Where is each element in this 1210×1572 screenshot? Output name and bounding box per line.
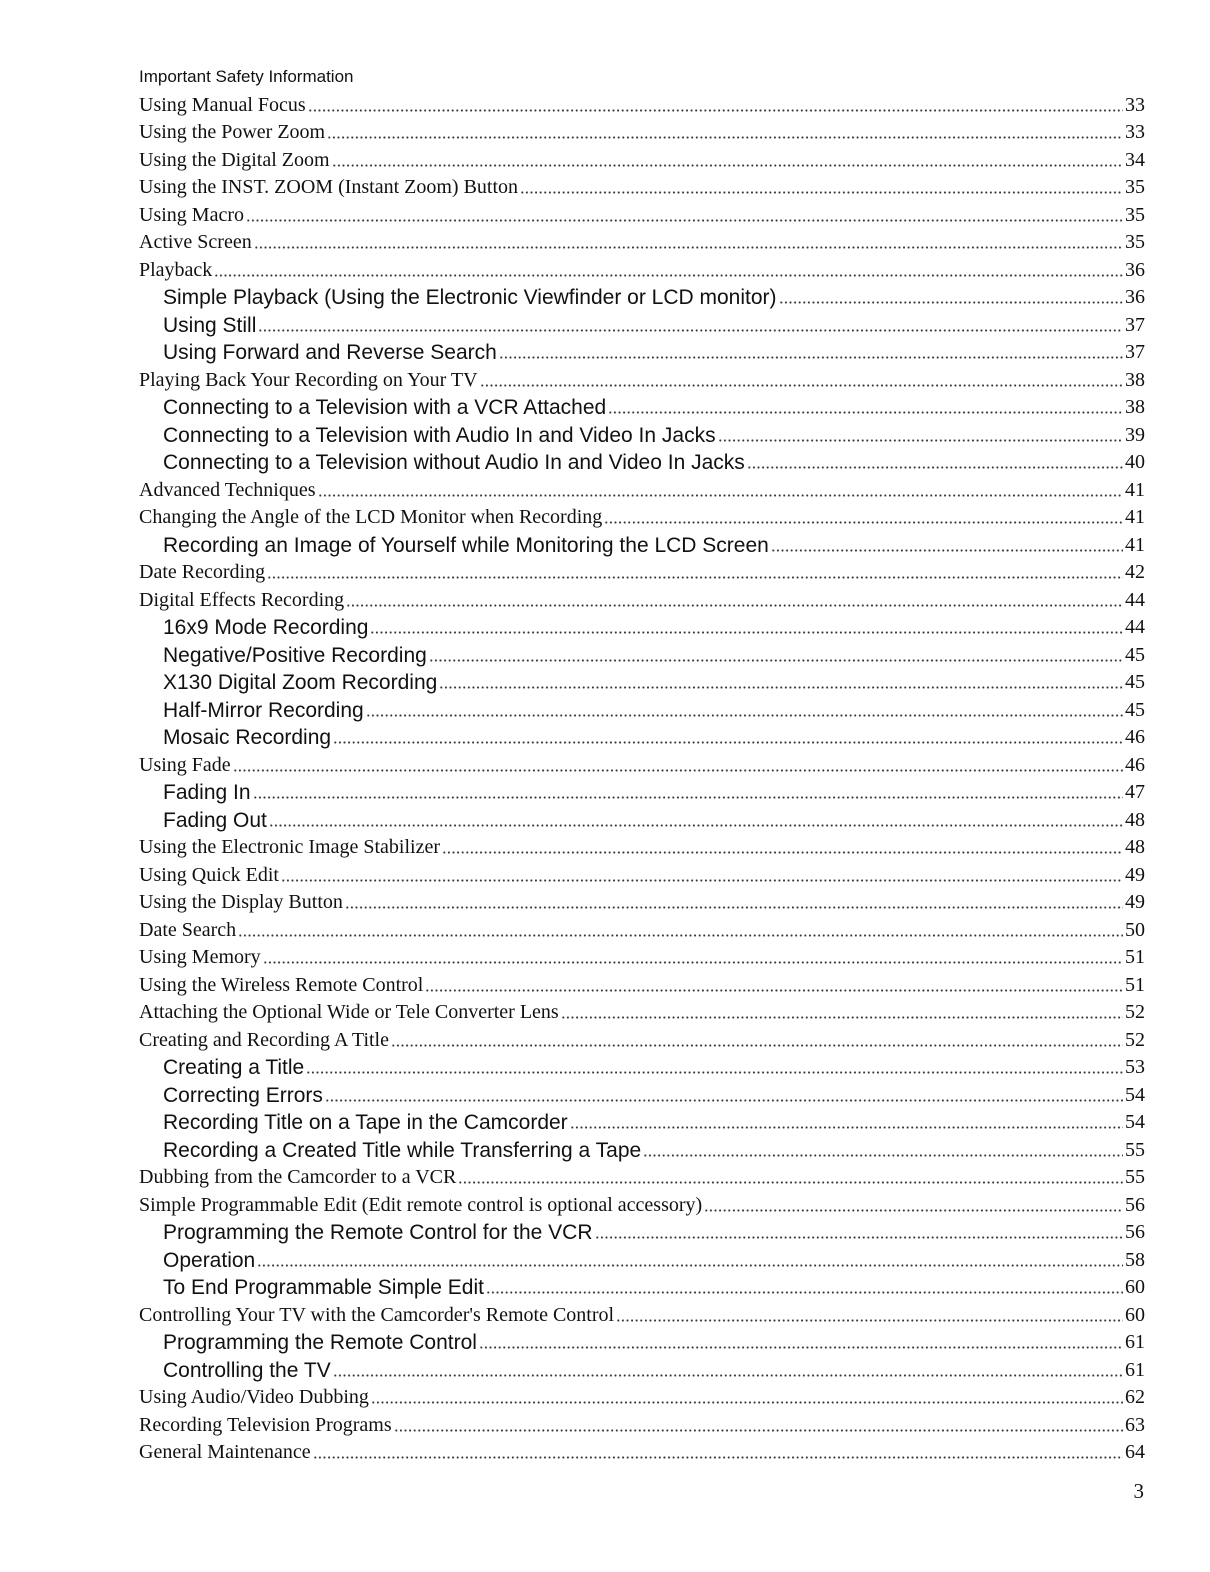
- dot-leader: [595, 1236, 1123, 1239]
- toc-entry-page: 41: [1125, 533, 1145, 556]
- dot-leader: [779, 301, 1123, 304]
- toc-subentry: [139, 722, 1145, 750]
- toc-entry-page: 54: [1125, 1111, 1145, 1133]
- toc-subentry: [139, 419, 1145, 447]
- toc-entry-title: Half-Mirror Recording: [163, 698, 364, 722]
- toc-entry-title: Fading Out: [163, 808, 267, 832]
- toc-subentry: [139, 667, 1145, 695]
- dot-leader: [238, 934, 1123, 937]
- toc-entry-title: Using Still: [163, 313, 257, 337]
- toc-entry-title: Mosaic Recording: [163, 726, 332, 749]
- dot-leader: [246, 219, 1123, 222]
- dot-leader: [233, 769, 1123, 772]
- toc-entry-title: Controlling Your TV with the Camcorder's Remote Control: [139, 1303, 615, 1326]
- toc-entry-title: Simple Playback (Using the Electronic Viewfinder or LCD monitor): [163, 286, 777, 309]
- toc-entry-title: Programming the Remote Control: [163, 1331, 477, 1354]
- toc-subentry: [139, 1107, 1145, 1135]
- toc-entry-page: 45: [1125, 698, 1145, 721]
- toc-entry: [139, 1299, 1145, 1327]
- dot-leader: [258, 329, 1123, 332]
- toc-entry-page: 64: [1125, 1441, 1145, 1463]
- toc-entry: [139, 832, 1145, 860]
- toc-entry-page: 51: [1125, 973, 1145, 996]
- dot-leader: [313, 1456, 1123, 1459]
- table-of-contents: [139, 89, 1145, 1464]
- dot-leader: [499, 356, 1123, 359]
- toc-entry: [139, 969, 1145, 997]
- toc-entry-title: Using Manual Focus: [139, 93, 306, 116]
- toc-entry-title: Using the Power Zoom: [139, 121, 326, 143]
- dot-leader: [325, 1099, 1123, 1102]
- toc-entry-title: Recording Title on a Tape in the Camcorder: [163, 1111, 568, 1134]
- dot-leader: [608, 411, 1123, 414]
- dot-leader: [704, 1209, 1123, 1212]
- dot-leader: [306, 1071, 1123, 1074]
- toc-entry-title: Attaching the Optional Wide or Tele Converter Lens: [139, 1001, 559, 1023]
- toc-entry: [139, 1382, 1145, 1410]
- toc-entry: [139, 1162, 1145, 1190]
- toc-entry-title: Using Memory: [139, 946, 261, 968]
- toc-subentry: [139, 1217, 1145, 1245]
- toc-entry: [139, 474, 1145, 502]
- toc-entry-title: Dubbing from the Camcorder to a VCR: [139, 1166, 457, 1188]
- toc-entry-page: 52: [1125, 1028, 1145, 1051]
- toc-entry-title: Creating and Recording A Title: [139, 1028, 389, 1051]
- toc-entry-title: Creating a Title: [163, 1056, 305, 1079]
- toc-entry-page: 36: [1125, 258, 1145, 281]
- toc-entry-page: 42: [1125, 561, 1145, 583]
- toc-entry: [139, 887, 1145, 915]
- toc-subentry: [139, 1244, 1145, 1272]
- toc-entry-page: 49: [1125, 891, 1145, 913]
- toc-entry-page: 41: [1125, 478, 1145, 501]
- dot-leader: [747, 466, 1123, 469]
- toc-entry-page: 63: [1125, 1413, 1145, 1436]
- dot-leader: [269, 824, 1123, 827]
- toc-entry-page: 62: [1125, 1386, 1145, 1408]
- toc-entry: [139, 859, 1145, 887]
- toc-entry-page: 51: [1125, 946, 1145, 968]
- dot-leader: [333, 1374, 1123, 1377]
- toc-entry-page: 55: [1125, 1166, 1145, 1188]
- dot-leader: [458, 1181, 1123, 1184]
- toc-subentry: [139, 309, 1145, 337]
- toc-entry-page: 46: [1125, 726, 1145, 748]
- toc-entry-page: 41: [1125, 506, 1145, 528]
- dot-leader: [263, 961, 1123, 964]
- toc-entry-title: X130 Digital Zoom Recording: [163, 671, 438, 694]
- toc-entry-title: Date Recording: [139, 561, 266, 583]
- toc-entry: [139, 89, 1145, 117]
- dot-leader: [366, 714, 1123, 717]
- toc-entry-title: Negative/Positive Recording: [163, 643, 427, 667]
- toc-entry-page: 56: [1125, 1193, 1145, 1216]
- toc-entry-title: Changing the Angle of the LCD Monitor when Recording: [139, 506, 603, 528]
- toc-subentry: [139, 337, 1145, 365]
- toc-subentry: [139, 447, 1145, 475]
- toc-entry: [139, 1409, 1145, 1437]
- toc-entry-title: Playback: [139, 258, 213, 281]
- toc-entry-title: Using the INST. ZOOM (Instant Zoom) Button: [139, 176, 519, 198]
- toc-entry-page: 61: [1125, 1358, 1145, 1381]
- toc-entry-title: Using Audio/Video Dubbing: [139, 1386, 369, 1408]
- toc-entry: [139, 749, 1145, 777]
- dot-leader: [643, 1154, 1123, 1157]
- dot-leader: [771, 549, 1123, 552]
- toc-entry-title: Using Forward and Reverse Search: [163, 341, 497, 364]
- dot-leader: [570, 1126, 1123, 1129]
- toc-subentry: [139, 529, 1145, 557]
- dot-leader: [214, 274, 1123, 277]
- toc-entry-title: Using the Wireless Remote Control: [139, 973, 424, 996]
- toc-entry-page: 37: [1125, 313, 1145, 336]
- dot-leader: [520, 191, 1123, 194]
- toc-entry-title: Using Fade: [139, 753, 231, 776]
- toc-entry-title: Digital Effects Recording: [139, 588, 345, 611]
- toc-subentry: [139, 1354, 1145, 1382]
- toc-entry-page: 34: [1125, 148, 1145, 171]
- toc-entry-title: Recording a Created Title while Transferring a Tape: [163, 1138, 642, 1162]
- section-header: Important Safety Information: [139, 67, 354, 86]
- dot-leader: [429, 659, 1123, 662]
- toc-entry-page: 54: [1125, 1083, 1145, 1106]
- toc-entry: [139, 117, 1145, 145]
- toc-entry-page: 35: [1125, 176, 1145, 198]
- toc-entry-page: 55: [1125, 1138, 1145, 1161]
- toc-entry-title: Active Screen: [139, 231, 252, 253]
- toc-entry-title: 16x9 Mode Recording: [163, 616, 369, 639]
- toc-entry-page: 38: [1125, 368, 1145, 391]
- toc-entry: [139, 144, 1145, 172]
- dot-leader: [281, 879, 1123, 882]
- toc-entry-page: 58: [1125, 1248, 1145, 1271]
- dot-leader: [254, 246, 1123, 249]
- toc-entry: [139, 364, 1145, 392]
- toc-entry-title: Using Quick Edit: [139, 863, 279, 886]
- toc-entry-title: Simple Programmable Edit (Edit remote control is optional accessory): [139, 1193, 703, 1216]
- dot-leader: [616, 1319, 1123, 1322]
- dot-leader: [394, 1429, 1123, 1432]
- toc-entry-title: Connecting to a Television with a VCR Attached: [163, 396, 607, 419]
- dot-leader: [486, 1291, 1123, 1294]
- toc-entry-page: 39: [1125, 423, 1145, 446]
- toc-entry: [139, 1437, 1145, 1465]
- toc-entry-title: Fading In: [163, 781, 251, 804]
- toc-entry-page: 38: [1125, 396, 1145, 418]
- toc-entry-title: Using the Display Button: [139, 891, 343, 913]
- toc-entry-page: 40: [1125, 451, 1145, 473]
- dot-leader: [442, 851, 1123, 854]
- toc-entry-title: To End Programmable Simple Edit: [163, 1276, 484, 1299]
- toc-entry: [139, 997, 1145, 1025]
- toc-entry-page: 53: [1125, 1056, 1145, 1078]
- toc-entry: [139, 1024, 1145, 1052]
- toc-entry-page: 56: [1125, 1221, 1145, 1243]
- dot-leader: [308, 109, 1123, 112]
- toc-entry-page: 60: [1125, 1303, 1145, 1326]
- dot-leader: [604, 521, 1123, 524]
- toc-entry-title: General Maintenance: [139, 1441, 311, 1463]
- toc-entry-page: 61: [1125, 1331, 1145, 1353]
- toc-entry: [139, 557, 1145, 585]
- toc-entry-page: 44: [1125, 616, 1145, 638]
- toc-subentry: [139, 1079, 1145, 1107]
- dot-leader: [371, 1401, 1123, 1404]
- toc-entry: [139, 227, 1145, 255]
- toc-entry-page: 33: [1125, 93, 1145, 116]
- toc-subentry: [139, 392, 1145, 420]
- toc-entry-page: 48: [1125, 836, 1145, 858]
- toc-subentry: [139, 1327, 1145, 1355]
- toc-subentry: [139, 612, 1145, 640]
- toc-entry: [139, 199, 1145, 227]
- toc-entry-page: 60: [1125, 1276, 1145, 1298]
- toc-entry-title: Operation: [163, 1248, 256, 1272]
- toc-subentry: [139, 1052, 1145, 1080]
- dot-leader: [370, 631, 1123, 634]
- toc-entry: [139, 584, 1145, 612]
- toc-entry-title: Recording Television Programs: [139, 1413, 392, 1436]
- toc-entry-page: 50: [1125, 918, 1145, 941]
- dot-leader: [253, 796, 1123, 799]
- dot-leader: [327, 136, 1123, 139]
- toc-entry-page: 49: [1125, 863, 1145, 886]
- toc-entry-page: 35: [1125, 231, 1145, 253]
- dot-leader: [333, 741, 1123, 744]
- toc-entry-page: 35: [1125, 203, 1145, 226]
- toc-entry-title: Controlling the TV: [163, 1358, 331, 1382]
- toc-entry-title: Correcting Errors: [163, 1083, 323, 1107]
- toc-entry-title: Connecting to a Television without Audio In and Video In Jacks: [163, 451, 745, 474]
- toc-entry-page: 45: [1125, 671, 1145, 693]
- dot-leader: [425, 989, 1123, 992]
- toc-entry-page: 48: [1125, 808, 1145, 831]
- toc-entry-title: Using the Electronic Image Stabilizer: [139, 836, 441, 858]
- dot-leader: [267, 576, 1123, 579]
- toc-subentry: [139, 1134, 1145, 1162]
- toc-entry-page: 44: [1125, 588, 1145, 611]
- toc-entry: [139, 1189, 1145, 1217]
- toc-entry-title: Connecting to a Television with Audio In and Video In Jacks: [163, 423, 716, 447]
- toc-entry-page: 45: [1125, 643, 1145, 666]
- toc-entry-page: 37: [1125, 341, 1145, 363]
- toc-entry: [139, 914, 1145, 942]
- dot-leader: [439, 686, 1123, 689]
- toc-entry: [139, 172, 1145, 200]
- toc-subentry: [139, 694, 1145, 722]
- dot-leader: [480, 384, 1123, 387]
- toc-entry: [139, 502, 1145, 530]
- toc-entry-title: Advanced Techniques: [139, 478, 316, 501]
- toc-subentry: [139, 804, 1145, 832]
- toc-entry-title: Recording an Image of Yourself while Monitoring the LCD Screen: [163, 533, 769, 557]
- dot-leader: [346, 604, 1123, 607]
- dot-leader: [391, 1044, 1123, 1047]
- toc-entry: [139, 942, 1145, 970]
- toc-entry: [139, 254, 1145, 282]
- toc-subentry: [139, 639, 1145, 667]
- dot-leader: [332, 164, 1123, 167]
- toc-entry-title: Programming the Remote Control for the VCR: [163, 1221, 593, 1244]
- toc-entry-page: 47: [1125, 781, 1145, 803]
- dot-leader: [718, 439, 1123, 442]
- toc-entry-page: 33: [1125, 121, 1145, 143]
- toc-subentry: [139, 1272, 1145, 1300]
- dot-leader: [257, 1264, 1123, 1267]
- dot-leader: [318, 494, 1123, 497]
- toc-subentry: [139, 777, 1145, 805]
- toc-entry-title: Date Search: [139, 918, 237, 941]
- page-number: 3: [1133, 1479, 1144, 1503]
- toc-entry-title: Playing Back Your Recording on Your TV: [139, 368, 478, 391]
- toc-subentry: [139, 282, 1145, 310]
- toc-entry-page: 52: [1125, 1001, 1145, 1023]
- dot-leader: [345, 906, 1123, 909]
- toc-entry-title: Using the Digital Zoom: [139, 148, 330, 171]
- toc-entry-page: 46: [1125, 753, 1145, 776]
- dot-leader: [561, 1016, 1123, 1019]
- dot-leader: [479, 1346, 1123, 1349]
- toc-entry-page: 36: [1125, 286, 1145, 308]
- toc-entry-title: Using Macro: [139, 203, 244, 226]
